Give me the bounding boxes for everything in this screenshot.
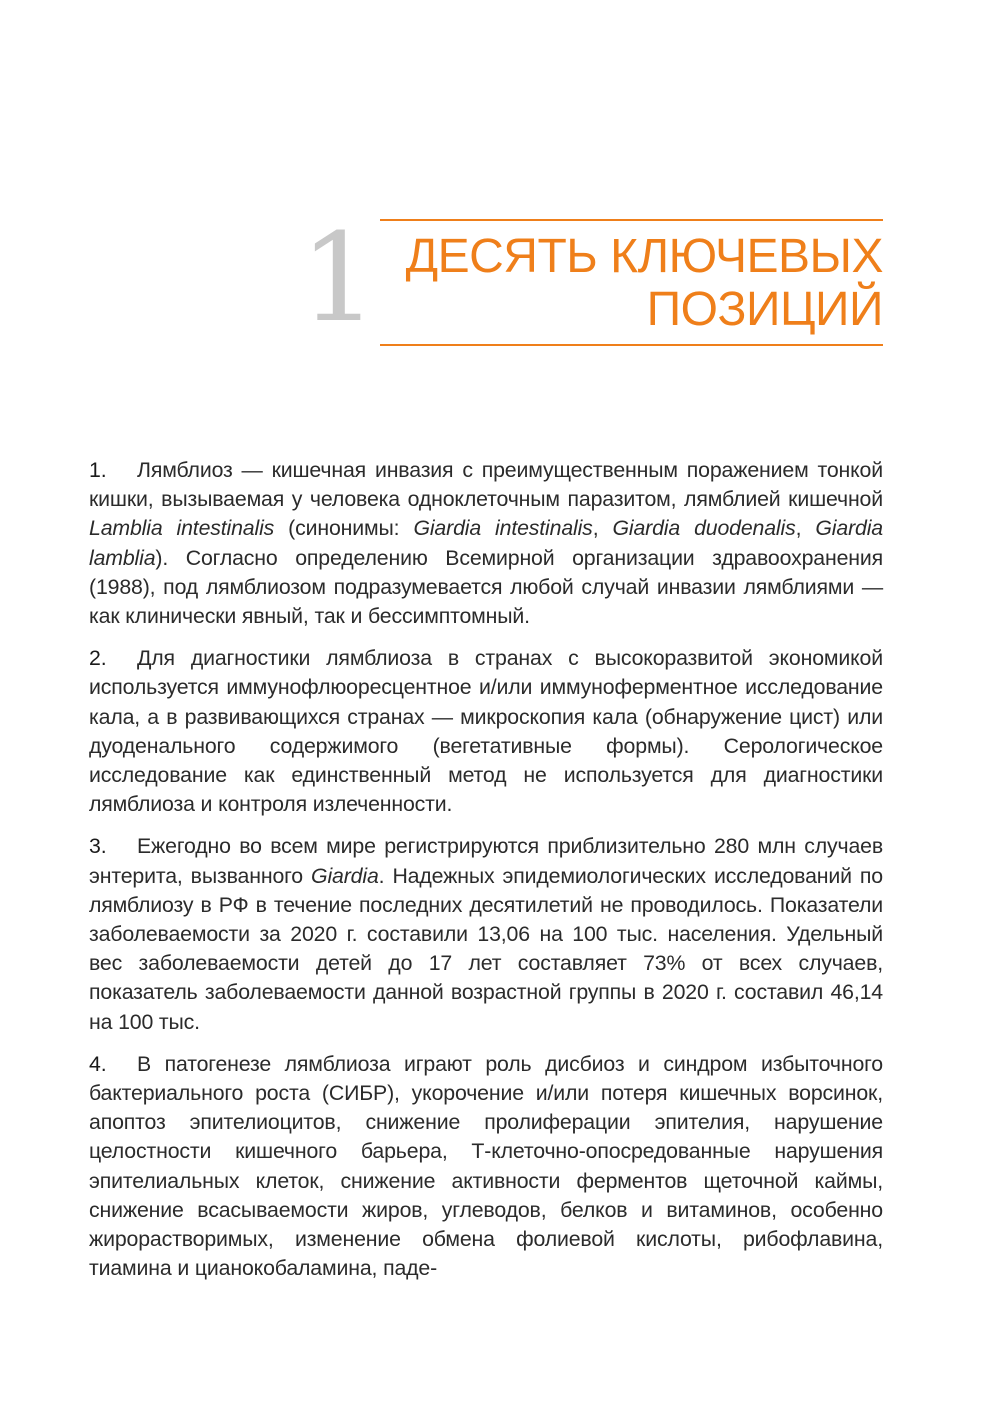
latin-term: Giardia bbox=[311, 863, 379, 888]
chapter-title bbox=[380, 230, 883, 336]
chapter-title-line-2: ПОЗИЦИЙ bbox=[646, 283, 883, 336]
item-text: , bbox=[592, 516, 613, 541]
item-text: . Надежных эпидемиологических исследований по лямблиозу в РФ в течение последних десятилетий не проводилось. Показатели заболеваемости за 2020 г. составили 13,06 на 100 тыс. населения. Удельный вес заболеваемости детей до 17 лет составляет 73% от всех случаев, показатель заболеваемости данной возрастной группы в 2020 г. составил 46,14 на 100 тыс. bbox=[89, 863, 883, 1034]
title-rule-bottom bbox=[380, 344, 883, 346]
list-item bbox=[89, 644, 883, 819]
item-number: 4. bbox=[89, 1051, 107, 1076]
item-text: В патогенезе лямблиоза играют роль дисбиоз и синдром избыточного бактериального роста (СИБР), укорочение и/или потеря кишечных ворсинок, апоптоз эпителиоцитов, снижение пролиферации эпителия, нарушение целостности кишечного барьера, Т-клеточно-опосредованные нарушения эпителиальных клеток, снижение активности ферментов щеточной каймы, снижение всасываемости жиров, углеводов, белков и витаминов, особенно жирорастворимых, изменение обмена фолиевой кислоты, рибофлавина, тиамина и цианокобаламина, паде- bbox=[89, 1051, 883, 1281]
item-number: 3. bbox=[89, 834, 107, 859]
key-positions-list bbox=[89, 456, 883, 1296]
latin-term: Lamblia intestinalis bbox=[89, 516, 275, 541]
latin-term: Giardia intestinalis bbox=[413, 516, 593, 541]
item-text: (синонимы: bbox=[274, 516, 414, 541]
chapter-number: 1 bbox=[300, 207, 378, 349]
item-text: ). Согласно определению Всемирной организации здравоохранения (1988), под лямблиозом подразумевается любой случай инвазии лямблиями — как клинически явный, так и бессимптомный. bbox=[89, 545, 883, 629]
item-text: Ежегодно во всем мире регистрируются приблизительно 280 млн случаев энтерита, вызванного bbox=[89, 834, 883, 888]
item-text: Лямблиоз — кишечная инвазия с преимущественным поражением тонкой кишки, вызываемая у человека одноклеточным паразитом, лямблией кишечной bbox=[89, 458, 883, 512]
list-item bbox=[89, 832, 883, 1036]
title-rule-top bbox=[380, 219, 883, 221]
item-text: Для диагностики лямблиоза в странах с высокоразвитой экономикой используется иммунофлюоресцентное и/или иммуноферментное исследование кала, а в развивающихся странах — микроскопия кала (обнаружение цист) или дуоденального содержимого (вегетативные формы). Серологическое исследование как единственный метод не используется для диагностики лямблиоза и контроля излеченности. bbox=[89, 646, 883, 817]
latin-term: Giardia duodenalis bbox=[612, 516, 796, 541]
item-number: 1. bbox=[89, 458, 107, 482]
chapter-title-line-1: ДЕСЯТЬ КЛЮЧЕВЫХ bbox=[405, 230, 883, 283]
item-number: 2. bbox=[89, 646, 107, 671]
list-item bbox=[89, 456, 883, 631]
latin-term: Giardia lamblia bbox=[89, 516, 883, 570]
chapter-header bbox=[300, 207, 883, 349]
list-item bbox=[89, 1050, 883, 1284]
item-text: , bbox=[795, 516, 816, 541]
